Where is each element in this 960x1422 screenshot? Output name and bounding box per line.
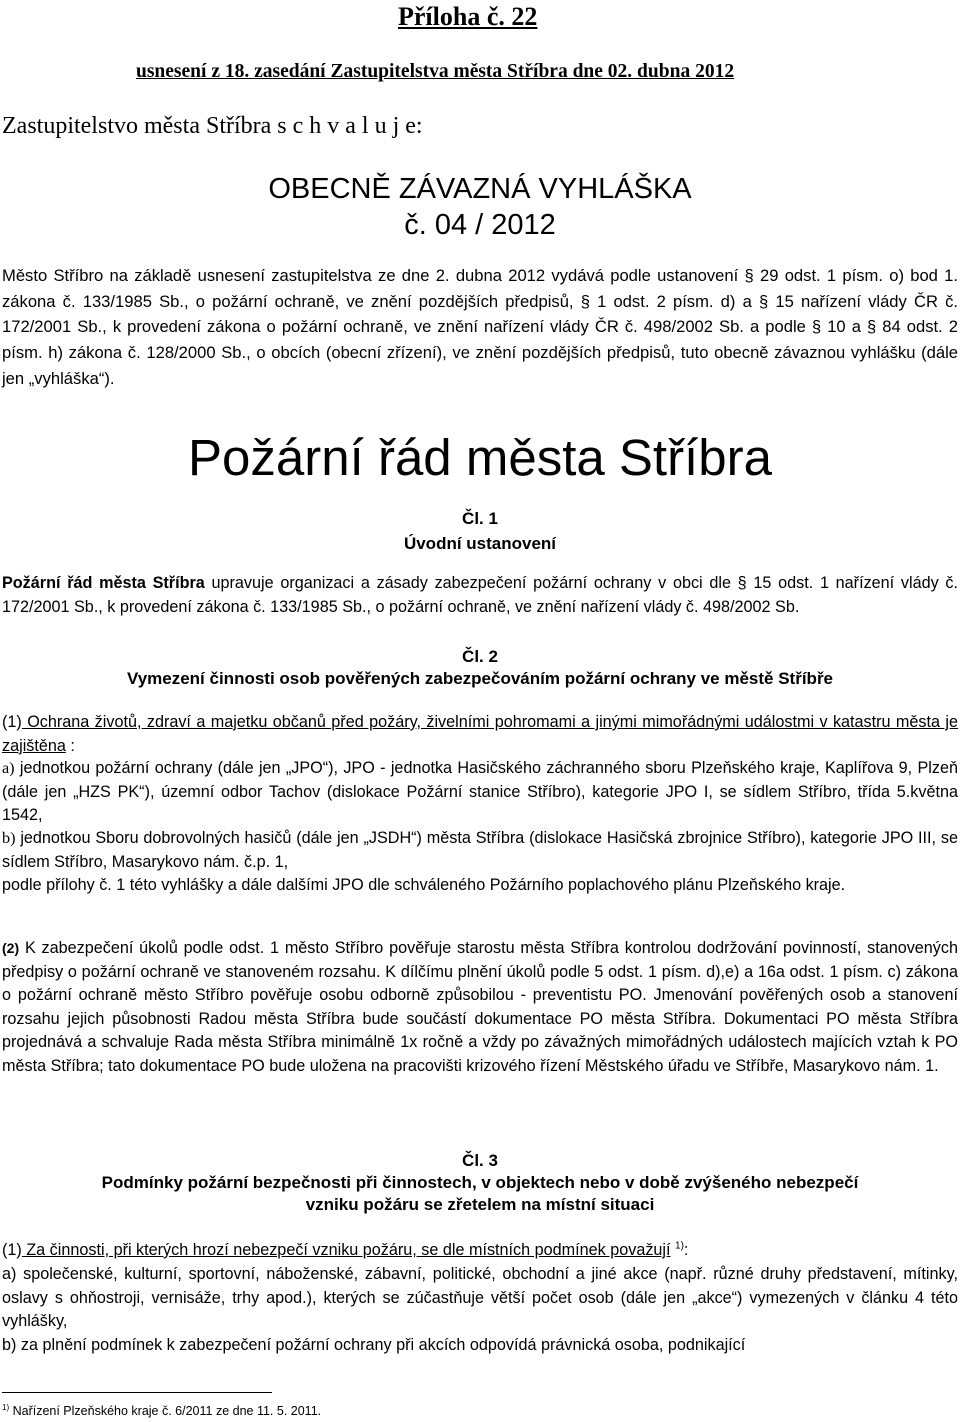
article-1-body: upravuje organizaci a zásady zabezpečení požární ochrany v obci dle § 15 odst. 1 nařízení vlády č. 172/2001 Sb., k provedení zákona č. 133/1985 Sb., o požární ochraně, ve znění nařízení vlády č. 498/2002 Sb. — [2, 574, 958, 616]
article-2-item-b-continuation: podle přílohy č. 1 této vyhlášky a dále dalšími JPO dle schváleného Požárního poplachového plánu Plzeňského kraje. — [2, 876, 846, 894]
footnote-text: Nařízení Plzeňského kraje č. 6/2011 ze dne 11. 5. 2011. — [9, 1404, 322, 1418]
article-2-paragraph-2 — [2, 937, 958, 1078]
article-3-item-b: b) za plnění podmínek k zabezpečení požární ochrany při akcích odpovídá právnická osoba, podnikající — [2, 1336, 746, 1354]
article-3-item-a: a) společenské, kulturní, sportovní, náboženské, zábavní, politické, obchodní a jiné akce (např. různé druhy představení, mítinky, oslavy s ohňostroji, vernisáže, trhy apod.), kterých se zúčastňuje větší počet osob (dále jen „akce“) vymezených v článku 4 této vyhlášky, — [2, 1265, 958, 1330]
article-3-number: Čl. 3 — [462, 1151, 498, 1170]
paragraph-colon: : — [65, 736, 75, 755]
article-3-paragraph-1 — [2, 1239, 958, 1263]
article-2-title: Vymezení činnosti osob pověřených zabezpečováním požární ochrany ve městě Stříbře — [126, 669, 834, 688]
footnote-reference: 1) — [675, 1240, 684, 1252]
footnote-mark: 1) — [2, 1402, 10, 1412]
paragraph-colon: : — [683, 1241, 689, 1259]
approval-line: Zastupitelstvo města Stříbra s c h v a l u j e: — [2, 113, 423, 139]
item-text: jednotkou požární ochrany (dále jen „JPO“), JPO - jednotka Hasičského záchranného sboru Plzeňského kraje, Kaplířova 9, Plzeň (dále jen „HZS PK“), územní odbor Tachov (dislokace Požární stanice Stříbro), kategorie JPO I, se sídlem Stříbro, třída 5.května 1542, — [2, 759, 958, 824]
attachment-title: Příloha č. 22 — [398, 2, 538, 31]
article-2-item-a — [2, 757, 958, 828]
article-1-title: Úvodní ustanovení — [403, 534, 557, 553]
article-1-lead: Požární řád města Stříbra — [2, 574, 205, 592]
decree-title: OBECNĚ ZÁVAZNÁ VYHLÁŠKA — [268, 173, 692, 205]
resolution-line: usnesení z 18. zasedání Zastupitelstva města Stříbra dne 02. dubna 2012 — [136, 61, 735, 82]
item-label: a) — [2, 759, 15, 777]
item-label: b) — [2, 829, 16, 847]
article-1-number: Čl. 1 — [462, 509, 498, 528]
paragraph-number: (2) — [2, 940, 20, 956]
footnote — [2, 1403, 321, 1419]
paragraph-number: (1) — [2, 713, 22, 731]
footnote-separator — [2, 1392, 272, 1393]
article-3-title-line-2: vzniku požáru se zřetelem na místní situaci — [305, 1195, 655, 1214]
paragraph-number: (1) — [2, 1241, 22, 1259]
article-2-paragraph-1 — [2, 711, 958, 758]
article-2-number: Čl. 2 — [462, 647, 498, 666]
decree-preamble: Město Stříbro na základě usnesení zastupitelstva ze dne 2. dubna 2012 vydává podle ustanovení § 29 odst. 1 písm. o) bod 1. zákona č. 133/1985 Sb., o požární ochraně, ve znění pozdějších předpisů, § 1 odst. 2 písm. d) a § 15 nařízení vlády ČR č. 172/2001 Sb., k provedení zákona o požární ochraně, ve znění nařízení vlády ČR č. 498/2002 Sb. a podle § 10 a § 84 odst. 2 písm. h) zákona č. 128/2000 Sb., o obcích (obecní zřízení), ve znění pozdějších předpisů, tuto obecně závaznou vyhlášku (dále jen „vyhláška“). — [2, 266, 958, 388]
article-3-title-line-1: Podmínky požární bezpečnosti při činnostech, v objektech nebo v době zvýšeného nebezpečí — [101, 1173, 859, 1192]
main-title: Požární řád města Stříbra — [188, 429, 772, 486]
decree-number: č. 04 / 2012 — [404, 209, 556, 241]
paragraph-lead: Za činnosti, při kterých hrozí nebezpečí vzniku požáru, se dle místních podmínek považují — [21, 1241, 671, 1259]
paragraph-lead: Ochrana životů, zdraví a majetku občanů před požáry, živelními pohromami a jinými mimořádnými událostmi v katastru města je zajištěna — [2, 713, 958, 755]
item-text: jednotkou Sboru dobrovolných hasičů (dále jen „JSDH“) města Stříbra (dislokace Hasičská zbrojnice Stříbro), kategorie JPO III, se sídlem Stříbro, Masarykovo nám. č.p. 1, — [2, 829, 958, 871]
article-2-item-b — [2, 827, 958, 874]
article-1-text — [2, 572, 958, 619]
paragraph-text: K zabezpečení úkolů podle odst. 1 město Stříbro pověřuje starostu města Stříbra kontrolou dodržování povinností, stanovených předpisy o požární ochraně ve stanoveném rozsahu. K dílčímu plnění úkolů podle 5 odst. 1 písm. d),e) a 16a odst. 1 písm. c) zákona o požární ochraně město Stříbro pověřuje osobu odborně způsobilou - preventistu PO. Jmenování pověřených osob a stanovení rozsahu jejich působnosti Radou města Stříbra bude součástí dokumentace PO města Stříbra. Dokumentaci PO města Stříbra projednává a schvaluje Rada města Stříbra minimálně 1x ročně a vždy po závažných mimořádných událostech majících vztah k PO města Stříbra; tato dokumentace PO bude uložena na pracovišti krizového řízení Městského úřadu ve Stříbře, Masarykovo nám. 1. — [2, 939, 958, 1075]
